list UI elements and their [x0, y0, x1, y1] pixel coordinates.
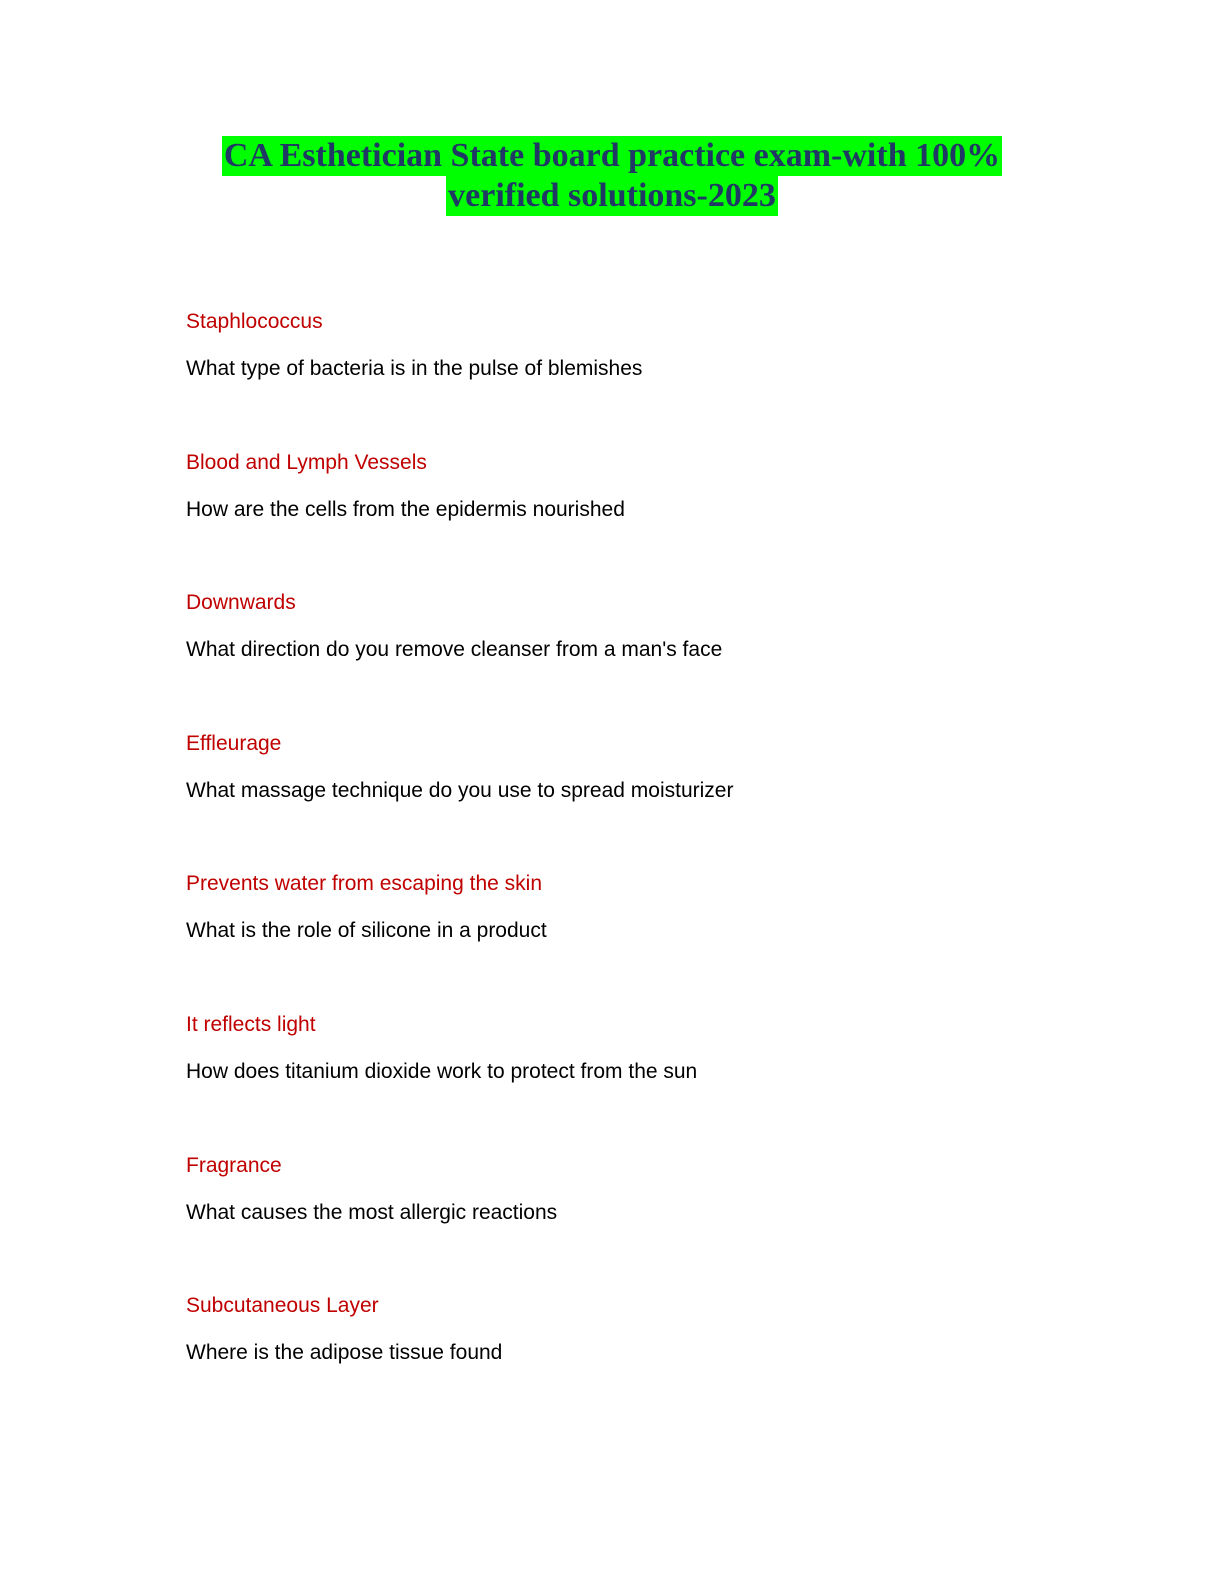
title-line-1: CA Esthetician State board practice exam-with 100%: [223, 137, 1001, 174]
answer-text: It reflects light: [186, 1012, 316, 1036]
answer-text: Staphlococcus: [186, 310, 323, 333]
question-text: What is the role of silicone in a product: [186, 919, 547, 943]
question-text: What direction do you remove cleanser from a man's face: [186, 638, 723, 662]
qa-item: [186, 588, 1046, 729]
qa-list: [186, 307, 1046, 1432]
answer-text: Prevents water from escaping the skin: [186, 872, 542, 896]
question-text: What type of bacteria is in the pulse of blemishes: [186, 357, 643, 380]
qa-item: [186, 1010, 1046, 1151]
qa-item: [186, 448, 1046, 589]
question-text: How does titanium dioxide work to protect from the sun: [186, 1059, 698, 1083]
qa-item: [186, 1291, 1046, 1432]
question-text: Where is the adipose tissue found: [186, 1341, 503, 1365]
answer-text: Downwards: [186, 591, 296, 615]
answer-text: Blood and Lymph Vessels: [186, 450, 427, 474]
question-text: What massage technique do you use to spread moisturizer: [186, 778, 734, 802]
question-text: How are the cells from the epidermis nourished: [186, 497, 625, 521]
answer-text: Fragrance: [186, 1153, 282, 1177]
qa-item: [186, 729, 1046, 870]
document-title: [0, 136, 1224, 216]
title-line-2: verified solutions-2023: [448, 177, 776, 214]
answer-text: Effleurage: [186, 731, 282, 755]
qa-item: [186, 1151, 1046, 1292]
answer-text: Subcutaneous Layer: [186, 1294, 379, 1318]
qa-item: [186, 869, 1046, 1010]
qa-item: [186, 307, 1046, 448]
question-text: What causes the most allergic reactions: [186, 1200, 558, 1224]
